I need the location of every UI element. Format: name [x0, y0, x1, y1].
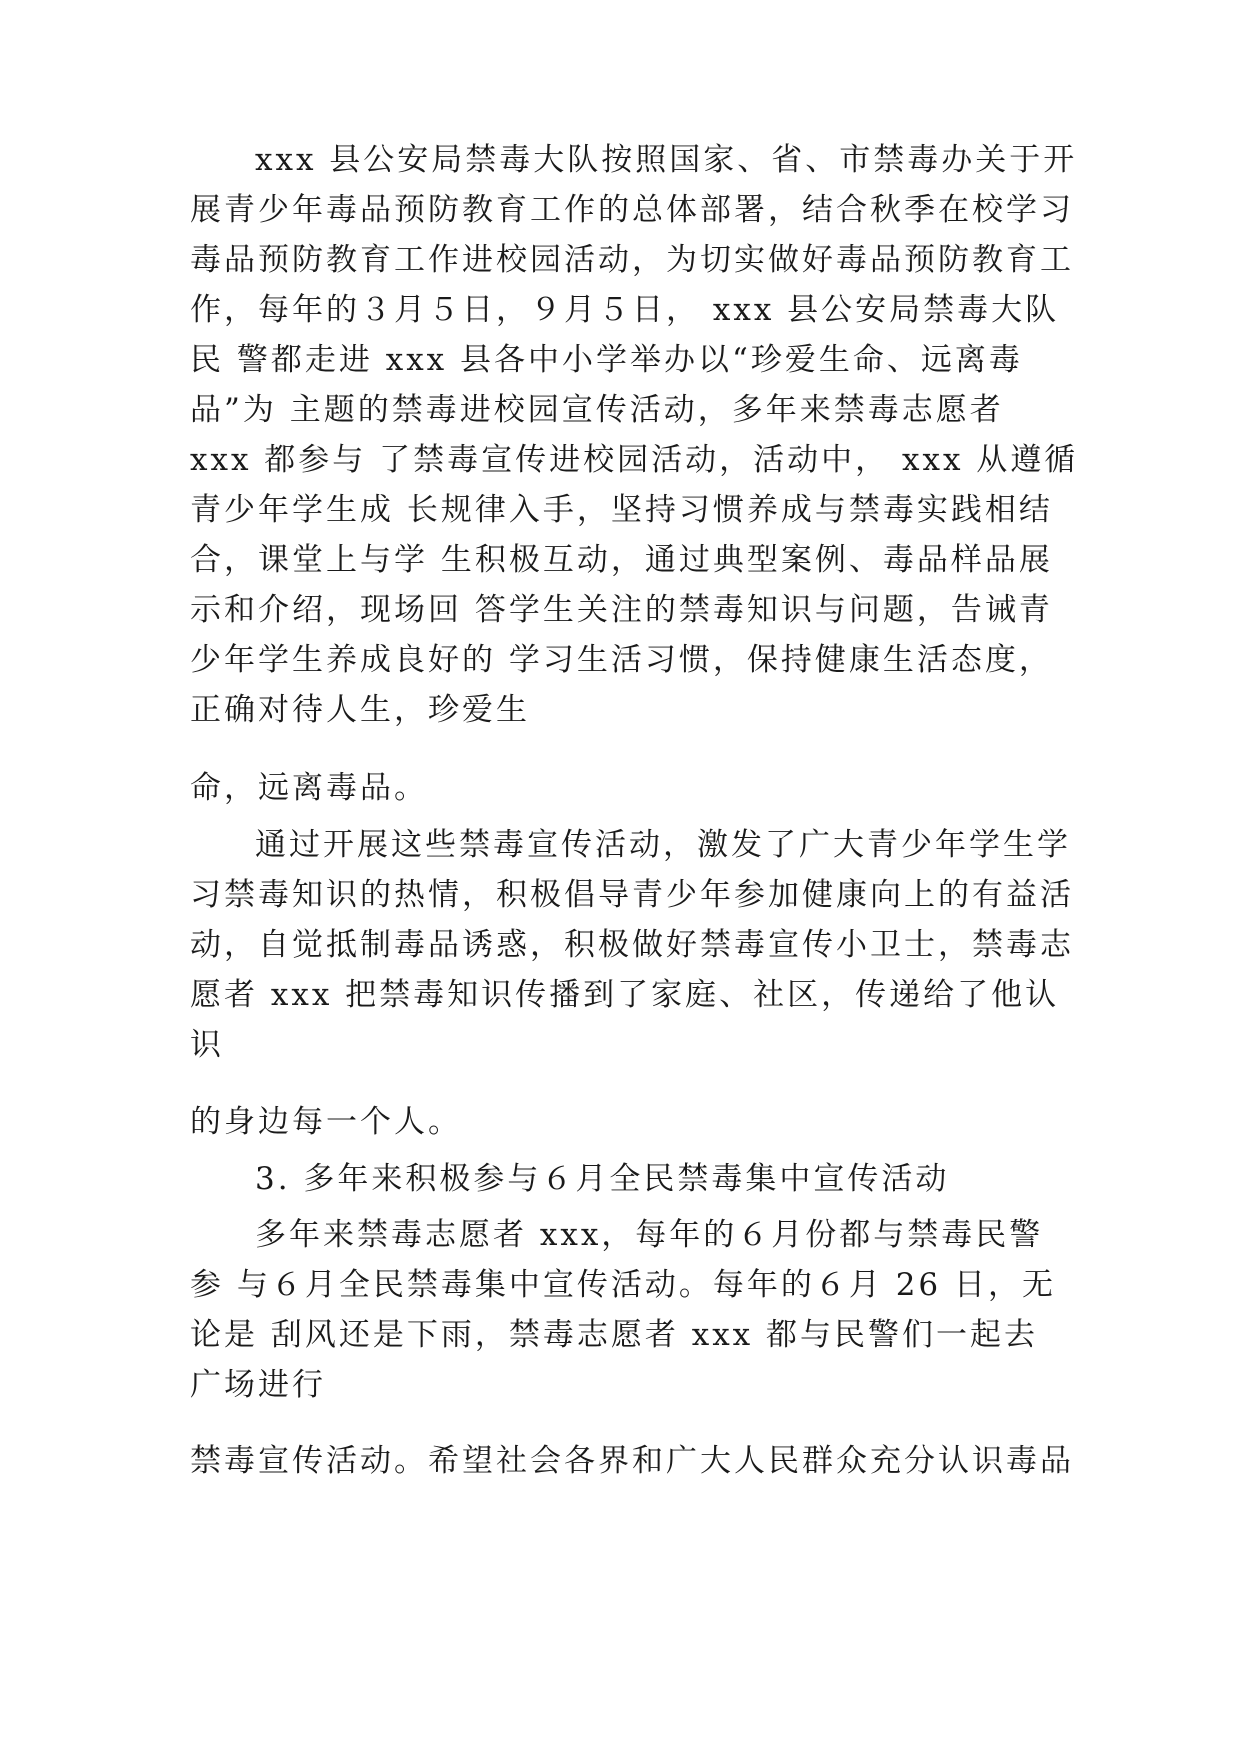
- paragraph-line: 通过开展这些禁毒宣传活动，激发了广大青少年学生学: [255, 827, 1071, 863]
- paragraph-line: 多年来禁毒志愿者 xxx，每年的６月份都与禁毒民警: [255, 1217, 1044, 1253]
- paragraph-line: 论是 刮风还是下雨，禁毒志愿者 xxx 都与民警们一起去: [190, 1317, 1039, 1353]
- paragraph-line: 愿者 xxx 把禁毒知识传播到了家庭、社区，传递给了他认: [190, 977, 1060, 1013]
- paragraph-line: 品”为 主题的禁毒进校园宣传活动，多年来禁毒志愿者: [190, 392, 1004, 428]
- paragraph-line: 广场进行: [190, 1367, 326, 1403]
- paragraph-line: xxx 县公安局禁毒大队按照国家、省、市禁毒办关于开: [255, 142, 1078, 178]
- paragraph-line: 毒品预防教育工作进校园活动，为切实做好毒品预防教育工: [190, 242, 1074, 278]
- paragraph-line: 习禁毒知识的热情，积极倡导青少年参加健康向上的有益活: [190, 877, 1074, 913]
- paragraph-line: 命，远离毒品。: [190, 770, 428, 806]
- paragraph-line: 禁毒宣传活动。希望社会各界和广大人民群众充分认识毒品: [190, 1443, 1074, 1479]
- paragraph-line: 作，每年的３月５日，９月５日， xxx 县公安局禁毒大队: [190, 292, 1060, 328]
- section-heading: 3. 多年来积极参与６月全民禁毒集中宣传活动: [255, 1161, 950, 1197]
- paragraph-line: 合，课堂上与学 生积极互动，通过典型案例、毒品样品展: [190, 542, 1053, 578]
- paragraph-line: 动，自觉抵制毒品诱惑，积极做好禁毒宣传小卫士，禁毒志: [190, 927, 1074, 963]
- paragraph-line: 识: [190, 1027, 224, 1063]
- paragraph-line: 展青少年毒品预防教育工作的总体部署，结合秋季在校学习: [190, 192, 1074, 228]
- paragraph-line: 的身边每一个人。: [190, 1104, 462, 1140]
- paragraph-line: 正确对待人生，珍爱生: [190, 692, 530, 728]
- paragraph-line: xxx 都参与 了禁毒宣传进校园活动，活动中， xxx 从遵循: [190, 442, 1079, 478]
- paragraph-line: 青少年学生成 长规律入手，坚持习惯养成与禁毒实践相结: [190, 492, 1053, 528]
- paragraph-line: 示和介绍，现场回 答学生关注的禁毒知识与问题，告诫青: [190, 592, 1053, 628]
- paragraph-line: 参 与６月全民禁毒集中宣传活动。每年的６月 26 日，无: [190, 1267, 1057, 1303]
- paragraph-line: 民 警都走进 xxx 县各中小学举办以“珍爱生命、远离毒: [190, 342, 1023, 378]
- paragraph-line: 少年学生养成良好的 学习生活习惯，保持健康生活态度，: [190, 642, 1053, 678]
